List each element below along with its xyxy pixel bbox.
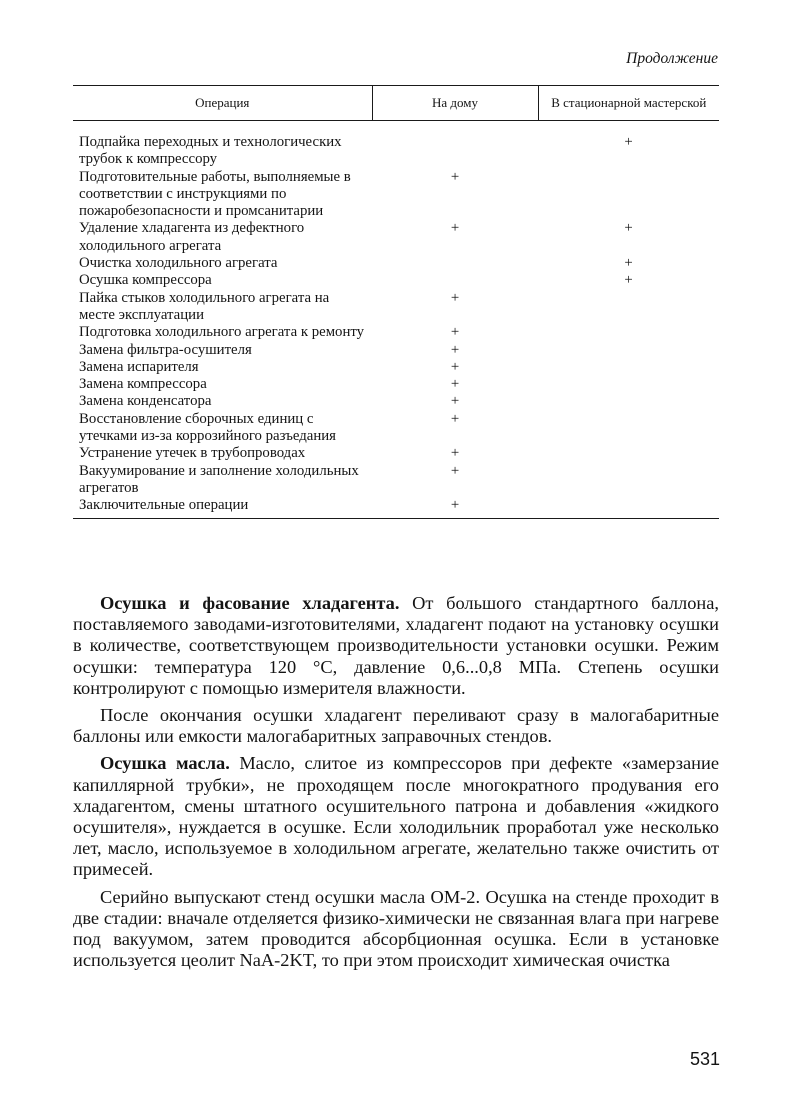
table-body xyxy=(73,121,719,519)
at-home-mark: + xyxy=(450,358,460,375)
in-workshop-mark xyxy=(538,393,719,410)
operation-cell: Замена фильтра-осушителя xyxy=(79,341,252,358)
at-home-mark: + xyxy=(372,497,538,518)
table-row xyxy=(73,290,719,325)
table-row xyxy=(73,324,719,341)
operation-cell: Очистка холодильного агрегата xyxy=(79,255,278,272)
in-workshop-mark xyxy=(538,290,719,325)
body-paragraph xyxy=(73,705,719,747)
operation-cell: Замена компрессора xyxy=(79,376,207,393)
operation-cell: Пайка стыков холодильного агрегата на месте эксплуатации xyxy=(79,289,330,323)
at-home-mark: + xyxy=(450,393,460,410)
at-home-mark xyxy=(372,272,538,289)
table-row xyxy=(73,169,719,221)
operations-table xyxy=(73,85,719,519)
operation-cell: Осушка компрессора xyxy=(79,272,212,289)
header-at-home: На дому xyxy=(372,86,538,121)
table-row xyxy=(73,463,719,498)
operation-cell: Удаление хладагента из дефектного холодильного агрегата xyxy=(79,220,305,254)
table-row xyxy=(73,134,719,169)
body-paragraph xyxy=(73,593,719,699)
operation-cell: Вакуумирование и заполнение холодильных агрегатов xyxy=(79,462,359,496)
at-home-mark: + xyxy=(450,445,460,462)
in-workshop-mark: + xyxy=(624,255,633,272)
operation-cell: Заключительные операции xyxy=(73,497,372,518)
at-home-mark: + xyxy=(450,324,460,341)
at-home-mark: + xyxy=(450,341,460,358)
paragraph-heading: Осушка и фасование хладагента. xyxy=(100,593,400,613)
at-home-mark: + xyxy=(450,220,460,237)
header-operation: Операция xyxy=(73,86,372,121)
in-workshop-mark xyxy=(538,497,719,518)
paragraph-text: После окончания осушки хладагент переливают сразу в малогабаритные баллоны или емкости малогабаритных заправочных стендов. xyxy=(73,705,719,747)
table-row xyxy=(73,359,719,376)
in-workshop-mark xyxy=(538,359,719,376)
table-row xyxy=(73,255,719,272)
at-home-mark: + xyxy=(450,289,460,306)
table-spacer-row xyxy=(73,121,719,135)
in-workshop-mark xyxy=(538,324,719,341)
table-row xyxy=(73,376,719,393)
paragraph-text: Серийно выпускают стенд осушки масла ОМ-2. Осушка на стенде проходит в две стадии: вначале отделяется физико-химически не связанная влага при нагреве под вакуумом, затем проводится абсорбционная осушка. Если в установке используется цеолит NaA-2KT, то при этом происходит химическая очистка xyxy=(73,886,719,971)
table-row xyxy=(73,411,719,446)
table-row xyxy=(73,220,719,255)
table-row xyxy=(73,445,719,462)
operation-cell: Восстановление сборочных единиц с утечками из-за коррозийного разъедания xyxy=(79,410,336,445)
paragraph-text: От большого стандартного баллона, поставляемого заводами-изготовителями, хладагент подают на установку осушки в количестве, соответствующем производительности установки осушки. Режим осушки: температура 120 °С, давление 0,6...0,8 МПа. Степень осушки контролируют с помощью измерителя влажности. xyxy=(73,593,719,698)
at-home-mark: + xyxy=(450,376,460,393)
operation-cell: Замена испарителя xyxy=(79,358,199,375)
in-workshop-mark: + xyxy=(624,272,633,289)
body-paragraph xyxy=(73,887,719,972)
operation-cell: Подготовка холодильного агрегата к ремонту xyxy=(79,324,365,341)
at-home-mark xyxy=(372,134,538,169)
operation-cell: Подготовительные работы, выполняемые в соответствии с инструкциями по пожаробезопасности и промсанитарии xyxy=(79,168,351,220)
operation-cell: Подпайка переходных и технологических трубок к компрессору xyxy=(79,134,342,168)
at-home-mark xyxy=(372,255,538,272)
body-text xyxy=(73,593,719,971)
header-in-workshop: В стационарной мастерской xyxy=(538,86,719,121)
in-workshop-mark: + xyxy=(624,220,633,237)
operation-cell: Замена конденсатора xyxy=(79,393,212,410)
at-home-mark: + xyxy=(450,462,460,479)
in-workshop-mark xyxy=(538,342,719,359)
at-home-mark: + xyxy=(450,410,460,427)
table-row xyxy=(73,272,719,289)
at-home-mark: + xyxy=(450,168,460,185)
page-number: 531 xyxy=(689,1049,720,1069)
continuation-label: Продолжение xyxy=(626,50,718,67)
table-row xyxy=(73,497,719,518)
in-workshop-mark xyxy=(538,463,719,498)
body-paragraph xyxy=(73,753,719,880)
operation-cell: Устранение утечек в трубопроводах xyxy=(79,445,306,462)
table-row xyxy=(73,342,719,359)
in-workshop-mark: + xyxy=(624,134,633,150)
table-row xyxy=(73,393,719,410)
in-workshop-mark xyxy=(538,169,719,221)
in-workshop-mark xyxy=(538,411,719,446)
in-workshop-mark xyxy=(538,445,719,462)
paragraph-heading: Осушка масла. xyxy=(100,753,230,774)
paragraph-text: Масло, слитое из компрессоров при дефекте «замерзание капиллярной трубки», не проходящем после многократного продувания его хладагентом, смены штатного осушительного патрона и добавления «жидкого осушителя», нуждается в осушке. Если холодильник проработал уже несколько лет, масло, используемое в холодильном агрегате, желательно также очистить от примесей. xyxy=(73,753,719,880)
in-workshop-mark xyxy=(538,376,719,393)
table-header-row xyxy=(73,86,719,121)
